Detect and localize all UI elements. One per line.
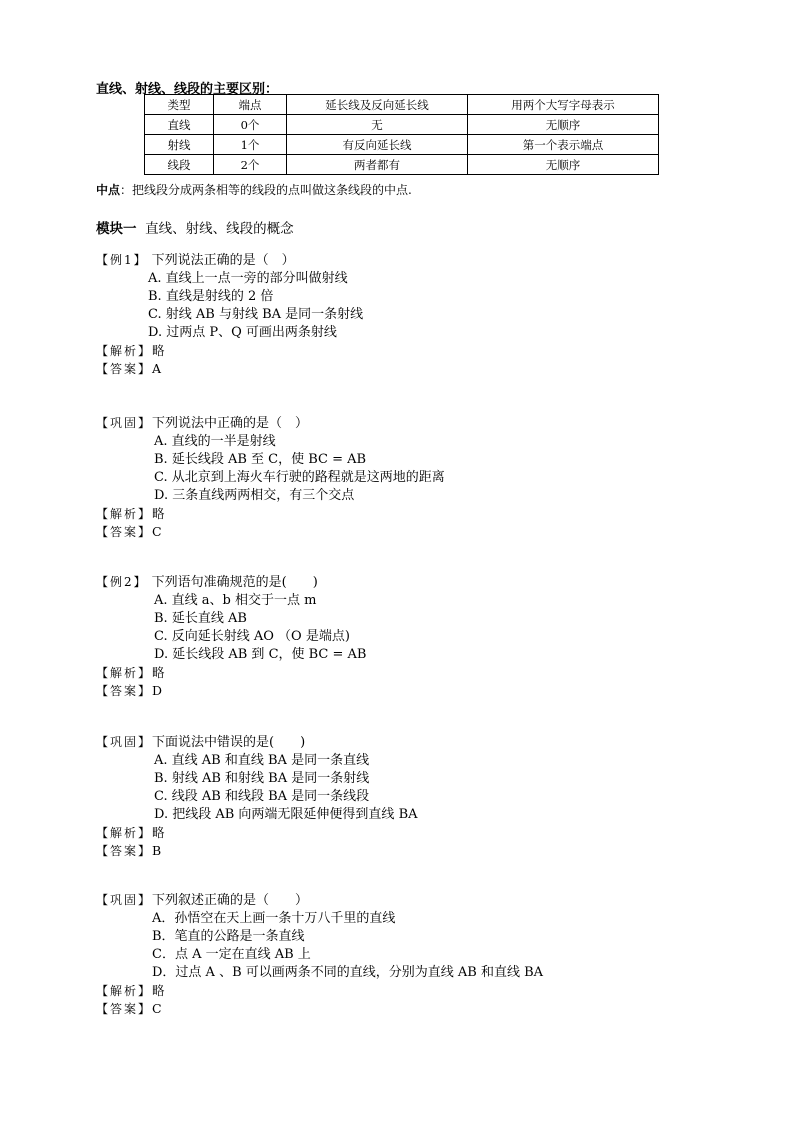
table-header-row [145, 95, 659, 115]
table-cell: 第一个表示端点 [468, 135, 659, 155]
question-tag: 【巩固】 [96, 893, 153, 907]
question-stem: 下列说法中正确的是（ ） [152, 416, 309, 431]
table-row [145, 135, 659, 155]
analysis-label: 【解析】 [96, 507, 153, 521]
option-item: B. 直线是射线的 2 倍 [148, 289, 274, 304]
option-item: A. 直线 a、b 相交于一点 m [154, 593, 317, 608]
section-name: 直线、射线、线段的概念 [145, 221, 294, 237]
option-item: D. 过两点 P、Q 可画出两条射线 [148, 325, 337, 340]
analysis-text: 略 [152, 825, 165, 840]
table-cell: 无顺序 [468, 155, 659, 175]
analysis-label: 【解析】 [96, 984, 153, 998]
midpoint-text: ：把线段分成两条相等的线段的点叫做这条线段的中点. [120, 183, 412, 197]
table-header-cell: 延长线及反向延长线 [287, 95, 468, 115]
comparison-table [144, 94, 659, 175]
table-cell: 1个 [214, 135, 287, 155]
option-item: B．笔直的公路是一条直线 [152, 929, 305, 944]
analysis-label: 【解析】 [96, 826, 153, 840]
question-stem: 下列叙述正确的是（ ） [152, 893, 309, 908]
analysis-text: 略 [152, 343, 165, 358]
analysis-text: 略 [152, 506, 165, 521]
analysis-label: 【解析】 [96, 666, 153, 680]
section-title [96, 217, 294, 237]
table-cell: 射线 [145, 135, 214, 155]
option-item: C. 射线 AB 与射线 BA 是同一条射线 [148, 307, 364, 322]
option-item: A. 直线 AB 和直线 BA 是同一条直线 [154, 753, 370, 768]
option-item: A. 直线的一半是射线 [154, 434, 276, 449]
option-item: B. 射线 AB 和射线 BA 是同一条射线 [154, 771, 370, 786]
question-block [96, 733, 418, 860]
question-block [96, 891, 543, 1018]
midpoint-definition [96, 181, 412, 198]
analysis-text: 略 [152, 665, 165, 680]
option-item: C. 从北京到上海火车行驶的路程就是这两地的距离 [154, 470, 445, 485]
answer-label: 【答案】 [96, 844, 153, 858]
option-item: A. 直线上一点一旁的部分叫做射线 [148, 271, 348, 286]
answer-text: C [152, 1001, 162, 1016]
answer-text: B [152, 843, 162, 858]
question-tag: 【巩固】 [96, 416, 153, 430]
question-block [96, 414, 445, 541]
table-header-cell: 类型 [145, 95, 214, 115]
option-item: C．点 A 一定在直线 AB 上 [152, 947, 311, 962]
table-row [145, 115, 659, 135]
table-cell: 0个 [214, 115, 287, 135]
option-item: A．孙悟空在天上画一条十万八千里的直线 [152, 911, 396, 926]
option-item: D. 延长线段 AB 到 C，使 BC = AB [154, 647, 367, 662]
intro-heading: 直线、射线、线段的主要区别： [96, 82, 279, 97]
analysis-text: 略 [152, 983, 165, 998]
analysis-label: 【解析】 [96, 344, 153, 358]
table-cell: 线段 [145, 155, 214, 175]
question-stem: 下列说法正确的是（ ） [151, 253, 295, 268]
option-item: D. 把线段 AB 向两端无限延伸便得到直线 BA [154, 807, 418, 822]
table-header-cell: 用两个大写字母表示 [468, 95, 659, 115]
table-row [145, 155, 659, 175]
question-block [96, 573, 366, 700]
midpoint-label: 中点 [96, 183, 121, 197]
answer-text: C [152, 524, 162, 539]
option-item: C. 反向延长射线 AO （O 是端点) [154, 629, 350, 644]
question-stem: 下面说法中错误的是( ) [152, 735, 306, 750]
option-item: D．过点 A 、B 可以画两条不同的直线，分别为直线 AB 和直线 BA [152, 965, 544, 980]
question-tag: 【例2】 [96, 575, 148, 589]
answer-label: 【答案】 [96, 1002, 153, 1016]
section-prefix: 模块一 [96, 221, 137, 237]
answer-label: 【答案】 [96, 684, 153, 698]
table-cell: 两者都有 [287, 155, 468, 175]
option-item: B. 延长直线 AB [154, 611, 247, 626]
option-item: C. 线段 AB 和线段 BA 是同一条线段 [154, 789, 370, 804]
question-tag: 【例1】 [96, 253, 148, 267]
table-cell: 无顺序 [468, 115, 659, 135]
question-stem: 下列语句准确规范的是( ) [151, 575, 318, 590]
answer-text: A [152, 361, 162, 376]
question-block [96, 251, 363, 378]
option-item: B. 延长线段 AB 至 C，使 BC = AB [154, 452, 367, 467]
table-cell: 直线 [145, 115, 214, 135]
table-cell: 2个 [214, 155, 287, 175]
table-cell: 有反向延长线 [287, 135, 468, 155]
answer-label: 【答案】 [96, 362, 153, 376]
question-tag: 【巩固】 [96, 735, 153, 749]
table-header-cell: 端点 [214, 95, 287, 115]
answer-text: D [152, 683, 163, 698]
answer-label: 【答案】 [96, 525, 153, 539]
option-item: D. 三条直线两两相交，有三个交点 [154, 488, 355, 503]
table-cell: 无 [287, 115, 468, 135]
